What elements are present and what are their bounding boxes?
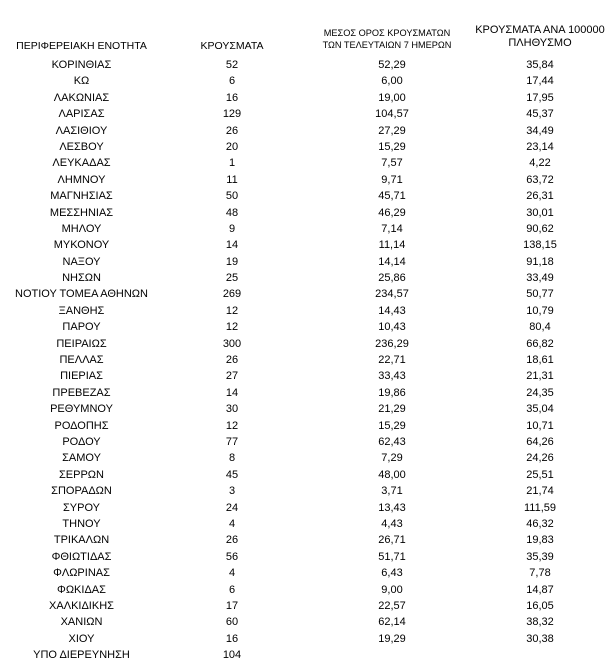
cases-cell: 12 <box>225 321 239 334</box>
avg-7days-cell: 14,43 <box>378 304 406 317</box>
region-cell: ΡΟΔΟΥ <box>62 435 101 448</box>
cases-cell: 48 <box>225 206 239 219</box>
region-cell: ΣΠΟΡΑΔΩΝ <box>51 485 112 498</box>
table-header <box>0 0 614 57</box>
cases-cell: 9 <box>228 222 236 235</box>
per-100k-cell: 45,37 <box>526 108 554 121</box>
per-100k-cell: 23,14 <box>526 140 554 153</box>
region-cell: ΛΕΣΒΟΥ <box>59 140 104 153</box>
table-row <box>0 450 614 466</box>
region-cell: ΠΕΛΛΑΣ <box>59 354 104 367</box>
per-100k-cell: 19,83 <box>526 534 554 547</box>
cases-cell: 300 <box>222 337 242 350</box>
per-100k-cell: 91,18 <box>526 255 554 268</box>
avg-7days-cell: 7,14 <box>381 222 403 235</box>
cases-cell: 60 <box>225 616 239 629</box>
region-cell: ΦΘΙΩΤΙΔΑΣ <box>51 550 112 563</box>
cases-cell: 45 <box>225 468 239 481</box>
per-100k-cell: 111,59 <box>523 501 556 514</box>
region-cell: ΛΑΚΩΝΙΑΣ <box>53 91 110 104</box>
cases-cell: 26 <box>225 354 239 367</box>
table-row <box>0 614 614 630</box>
cases-cell: 104 <box>222 649 242 662</box>
table-row <box>0 303 614 319</box>
avg-7days-cell: 9,00 <box>381 583 403 596</box>
cases-cell: 27 <box>225 370 239 383</box>
region-cell: ΛΑΡΙΣΑΣ <box>58 108 105 121</box>
per-100k-cell: 30,38 <box>526 632 554 645</box>
per-100k-cell: 24,26 <box>526 452 554 465</box>
region-cell: ΣΕΡΡΩΝ <box>59 468 104 481</box>
region-cell: ΠΙΕΡΙΑΣ <box>60 370 103 383</box>
cases-cell: 6 <box>228 583 236 596</box>
per-100k-cell: 46,32 <box>526 517 554 530</box>
avg-7days-cell: 13,43 <box>378 501 406 514</box>
table-row <box>0 500 614 516</box>
per-100k-cell: 17,44 <box>526 75 554 88</box>
per-100k-cell: 64,26 <box>526 435 554 448</box>
table-row <box>0 368 614 384</box>
avg-7days-cell: 10,43 <box>378 321 406 334</box>
header-per100k-line1: ΚΡΟΥΣΜΑΤΑ ΑΝΑ 100000 <box>475 24 605 36</box>
avg-7days-cell: 62,14 <box>378 616 406 629</box>
per-100k-cell: 16,05 <box>526 599 554 612</box>
avg-7days-cell: 25,86 <box>378 272 406 285</box>
table-row <box>0 205 614 221</box>
avg-7days-cell: 4,43 <box>381 517 403 530</box>
cases-cell: 52 <box>225 59 239 71</box>
avg-7days-cell: 19,86 <box>378 386 406 399</box>
table-row <box>0 73 614 89</box>
table-row <box>0 434 614 450</box>
region-cell: ΥΠΟ ΔΙΕΡΕΥΝΗΣΗ <box>33 649 130 662</box>
table-row <box>0 237 614 253</box>
per-100k-cell: 24,35 <box>526 386 554 399</box>
table-row <box>0 155 614 171</box>
region-cell: ΧΑΝΙΩΝ <box>60 616 103 629</box>
region-cell: ΤΡΙΚΑΛΩΝ <box>53 534 110 547</box>
cases-cell: 3 <box>228 485 236 498</box>
cases-cell: 269 <box>222 288 242 301</box>
cases-cell: 30 <box>225 403 239 416</box>
table-row <box>0 188 614 204</box>
per-100k-cell: 138,15 <box>523 239 557 252</box>
avg-7days-cell: 104,57 <box>375 108 409 121</box>
avg-7days-cell: 62,43 <box>378 435 406 448</box>
cases-cell: 11 <box>226 173 238 186</box>
cases-cell: 8 <box>228 452 236 465</box>
per-100k-cell: 14,87 <box>526 583 554 596</box>
cases-cell: 4 <box>228 517 236 530</box>
avg-7days-cell: 7,57 <box>381 157 403 170</box>
cases-cell: 12 <box>225 304 239 317</box>
avg-7days-cell: 14,14 <box>378 255 406 268</box>
per-100k-cell: 7,78 <box>529 567 551 580</box>
table-row <box>0 532 614 548</box>
table-row <box>0 598 614 614</box>
table-row <box>0 516 614 532</box>
table-row <box>0 139 614 155</box>
per-100k-cell: 30,01 <box>526 206 554 219</box>
avg-7days-cell: 7,29 <box>381 452 403 465</box>
region-cell: ΛΕΥΚΑΔΑΣ <box>52 157 111 170</box>
avg-7days-cell: 21,29 <box>378 403 406 416</box>
per-100k-cell: 38,32 <box>526 616 554 629</box>
table-row <box>0 631 614 647</box>
avg-7days-cell: 234,57 <box>375 288 409 301</box>
region-cell: ΣΥΡΟΥ <box>62 501 100 514</box>
region-cell: ΜΕΣΣΗΝΙΑΣ <box>49 206 114 219</box>
per-100k-cell: 35,04 <box>526 403 554 416</box>
avg-7days-cell: 3,71 <box>381 485 403 498</box>
table-row <box>0 270 614 286</box>
avg-7days-cell: 15,29 <box>378 419 406 432</box>
cases-cell: 26 <box>225 534 239 547</box>
per-100k-cell: 66,82 <box>526 337 554 350</box>
table-row <box>0 319 614 335</box>
per-100k-cell: 17,95 <box>526 91 554 104</box>
cases-cell: 4 <box>228 567 236 580</box>
header-per100k-line2: ΠΛΗΘΥΣΜΟ <box>508 37 572 49</box>
per-100k-cell: 34,49 <box>526 124 554 137</box>
avg-7days-cell: 22,71 <box>378 354 406 367</box>
avg-7days-cell: 19,29 <box>378 632 406 645</box>
region-cell: ΧΑΛΚΙΔΙΚΗΣ <box>49 599 114 612</box>
cases-cell: 56 <box>225 550 239 563</box>
cases-cell: 12 <box>225 419 239 432</box>
table-row <box>0 582 614 598</box>
per-100k-cell: 26,31 <box>526 190 554 203</box>
header-avg-line2: ΤΩΝ ΤΕΛΕΥΤΑΙΩΝ 7 ΗΜΕΡΩΝ <box>322 40 452 50</box>
cases-cell: 19 <box>225 255 239 268</box>
cases-cell: 16 <box>225 91 239 104</box>
avg-7days-cell: 45,71 <box>378 190 406 203</box>
region-cell: ΛΑΣΙΘΙΟΥ <box>55 124 108 137</box>
table-row <box>0 418 614 434</box>
region-cell: ΠΑΡΟΥ <box>62 321 101 334</box>
table-row <box>0 352 614 368</box>
region-cell: ΛΗΜΝΟΥ <box>57 173 106 186</box>
table-row <box>0 336 614 352</box>
cases-cell: 14 <box>225 239 239 252</box>
table-row <box>0 123 614 139</box>
cases-cell: 20 <box>225 140 239 153</box>
table-row <box>0 385 614 401</box>
per-100k-cell: 4,22 <box>529 157 551 170</box>
per-100k-cell: 35,84 <box>526 59 554 71</box>
per-100k-cell: 18,61 <box>526 354 554 367</box>
avg-7days-cell: 15,29 <box>378 140 406 153</box>
region-cell: ΝΗΣΩΝ <box>62 272 101 285</box>
header-avg-7days <box>298 27 476 51</box>
avg-7days-cell: 52,29 <box>378 59 406 71</box>
cases-cell: 24 <box>225 501 239 514</box>
avg-7days-cell: 26,71 <box>378 534 406 547</box>
cases-cell: 26 <box>225 124 239 137</box>
region-cell: ΜΑΓΝΗΣΙΑΣ <box>50 190 113 203</box>
cases-cell: 129 <box>222 108 242 121</box>
region-cell: ΡΟΔΟΠΗΣ <box>54 419 109 432</box>
avg-7days-cell: 46,29 <box>378 206 406 219</box>
region-cell: ΦΩΚΙΔΑΣ <box>57 583 106 596</box>
avg-7days-cell: 236,29 <box>375 337 409 350</box>
per-100k-cell: 80,4 <box>529 321 551 334</box>
table-row <box>0 106 614 122</box>
table-row <box>0 90 614 106</box>
region-cell: ΣΑΜΟΥ <box>62 452 101 465</box>
region-cell: ΚΟΡΙΝΘΙΑΣ <box>51 59 112 71</box>
avg-7days-cell: 6,43 <box>381 567 403 580</box>
cases-cell: 25 <box>225 272 239 285</box>
table-row <box>0 483 614 499</box>
cases-cell: 50 <box>225 190 239 203</box>
table-row <box>0 565 614 581</box>
table-body <box>0 57 614 663</box>
avg-7days-cell: 19,00 <box>378 91 406 104</box>
avg-7days-cell: 6,00 <box>381 75 403 88</box>
region-cell: ΝΟΤΙΟΥ ΤΟΜΕΑ ΑΘΗΝΩΝ <box>15 288 148 301</box>
avg-7days-cell: 51,71 <box>378 550 406 563</box>
table-row <box>0 286 614 302</box>
table-row <box>0 172 614 188</box>
avg-7days-cell: 48,00 <box>378 468 406 481</box>
per-100k-cell: 25,51 <box>526 468 554 481</box>
region-cell: ΝΑΞΟΥ <box>62 255 101 268</box>
header-avg-line1: ΜΕΣΟΣ ΟΡΟΣ ΚΡΟΥΣΜΑΤΩΝ <box>323 28 451 38</box>
cases-cell: 16 <box>225 632 239 645</box>
region-cell: ΡΕΘΥΜΝΟΥ <box>50 403 113 416</box>
table-row <box>0 254 614 270</box>
cases-cell: 14 <box>225 386 239 399</box>
per-100k-cell: 50,77 <box>526 288 554 301</box>
per-100k-cell: 10,79 <box>526 304 554 317</box>
avg-7days-cell: 22,57 <box>378 599 406 612</box>
cases-cell: 17 <box>225 599 239 612</box>
avg-7days-cell: 27,29 <box>378 124 406 137</box>
region-cell: ΤΗΝΟΥ <box>62 517 101 530</box>
region-cell: ΠΡΕΒΕΖΑΣ <box>52 386 111 399</box>
region-cell: ΦΛΩΡΙΝΑΣ <box>53 567 110 580</box>
table-row <box>0 221 614 237</box>
cases-cell: 6 <box>228 75 236 88</box>
region-cell: ΧΙΟΥ <box>68 632 95 645</box>
avg-7days-cell: 11,14 <box>378 239 406 252</box>
per-100k-cell: 10,71 <box>526 419 554 432</box>
region-cell: ΜΗΛΟΥ <box>61 222 102 235</box>
cases-cell: 1 <box>228 157 236 170</box>
region-cell: ΞΑΝΘΗΣ <box>58 304 105 317</box>
per-100k-cell: 90,62 <box>526 222 554 235</box>
table-row <box>0 549 614 565</box>
per-100k-cell: 21,31 <box>526 370 554 383</box>
per-100k-cell: 33,49 <box>526 272 554 285</box>
avg-7days-cell: 9,71 <box>381 173 403 186</box>
region-cell: ΠΕΙΡΑΙΩΣ <box>56 337 107 350</box>
cases-cell: 77 <box>225 435 239 448</box>
header-region: ΠΕΡΙΦΕΡΕΙΑΚΗ ΕΝΟΤΗΤΑ <box>16 40 147 52</box>
avg-7days-cell: 33,43 <box>378 370 406 383</box>
region-cell: ΚΩ <box>73 75 90 88</box>
header-per-100k <box>460 24 614 50</box>
per-100k-cell: 35,39 <box>526 550 554 563</box>
table-row <box>0 401 614 417</box>
table-row <box>0 57 614 73</box>
per-100k-cell: 63,72 <box>526 173 554 186</box>
header-cases: ΚΡΟΥΣΜΑΤΑ <box>200 40 264 52</box>
region-cell: ΜΥΚΟΝΟΥ <box>53 239 110 252</box>
table-row <box>0 467 614 483</box>
per-100k-cell: 21,74 <box>526 485 554 498</box>
